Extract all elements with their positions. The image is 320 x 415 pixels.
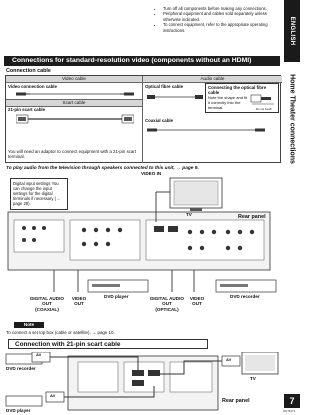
language-label: ENGLISH xyxy=(289,16,295,46)
section-tab xyxy=(284,64,300,174)
rear-panel-label: Rear panel xyxy=(238,214,266,220)
table-divider xyxy=(142,82,143,163)
cable-table xyxy=(5,75,281,163)
dvd-player-label: DVD player xyxy=(104,294,129,299)
tv-label-2: TV xyxy=(250,376,256,381)
coaxial-cable-icon xyxy=(147,127,265,133)
dvd-player-label-2: DVD player xyxy=(6,408,31,413)
video-cable-icon xyxy=(16,91,134,97)
video-cable-label: Video connection cable xyxy=(8,84,57,89)
optical-plug-icon xyxy=(250,92,276,106)
optical-box-title: Connecting the optical fibre cable xyxy=(208,85,267,95)
av-label-2: AV xyxy=(50,393,56,398)
page-code: RQT9172 xyxy=(283,409,296,413)
av-label-3: AV xyxy=(226,357,232,362)
note-item: • Turn off all components before making any connections. xyxy=(163,6,281,11)
optical-info-box xyxy=(205,83,279,113)
optical-cable-icon xyxy=(147,94,203,100)
notes-list xyxy=(157,6,281,33)
av-label-1: AV xyxy=(36,352,42,357)
section-title: Connections for standard-resolution video (components without an HDMI) xyxy=(4,56,280,66)
dvd-recorder-label: DVD recorder xyxy=(230,294,260,299)
note-tag: Note xyxy=(14,322,44,328)
digital-settings-text: Digital input settings You can change the input settings for the digital terminals if necessary (→ page 28). xyxy=(13,181,61,206)
table-header-video: Video cable xyxy=(6,76,142,83)
diagram-caption: To play audio from the television through speakers connected to this unit, → page 9. xyxy=(6,166,199,171)
note-item: • Peripheral equipment and cables sold separately unless otherwise indicated. xyxy=(163,11,281,22)
note-text: To connect a set top box (cable or satellite), → page 10. xyxy=(6,330,115,335)
dvd-recorder-label-2: DVD recorder xyxy=(6,366,36,371)
video-out-label: VIDEO OUT xyxy=(71,296,87,307)
page-number: 7 xyxy=(284,394,300,408)
video-out-label-2: VIDEO OUT xyxy=(189,296,205,307)
video-in-label: VIDEO IN xyxy=(141,171,162,176)
scart-cable-label: 21-pin scart cable xyxy=(8,107,46,112)
scart-cable-icon xyxy=(16,114,134,124)
optical-box-dont: Do not bend! xyxy=(256,107,273,111)
rear-panel-label-2: Rear panel xyxy=(222,398,250,404)
scart-note: You will need an adaptor to connect equipment with a 21-pin scart terminal. xyxy=(8,149,136,159)
digital-optical-label: DIGITAL AUDIO OUT (OPTICAL) xyxy=(150,296,184,312)
optical-cable-label: Optical fibre cable xyxy=(145,84,184,89)
optical-box-text: Note the shape and fit it correctly into the terminal. xyxy=(208,95,248,110)
side-tab xyxy=(284,0,300,415)
language-tab xyxy=(284,0,300,62)
scart-diagram xyxy=(4,352,282,414)
tv-label: TV xyxy=(186,212,192,217)
section-label: Home Theater connections xyxy=(288,74,296,164)
coaxial-cable-label: Coaxial cable xyxy=(145,118,174,123)
section-title-scart: Connection with 21-pin scart cable xyxy=(8,339,208,349)
section-subtitle: Connection cable xyxy=(6,68,51,74)
note-item: • To connect equipment, refer to the appropriate operating instructions. xyxy=(163,22,281,33)
digital-coaxial-label: DIGITAL AUDIO OUT (COAXIAL) xyxy=(30,296,64,312)
table-header-scart: Scart cable xyxy=(6,99,142,107)
table-header-audio: Audio cable xyxy=(142,76,282,83)
